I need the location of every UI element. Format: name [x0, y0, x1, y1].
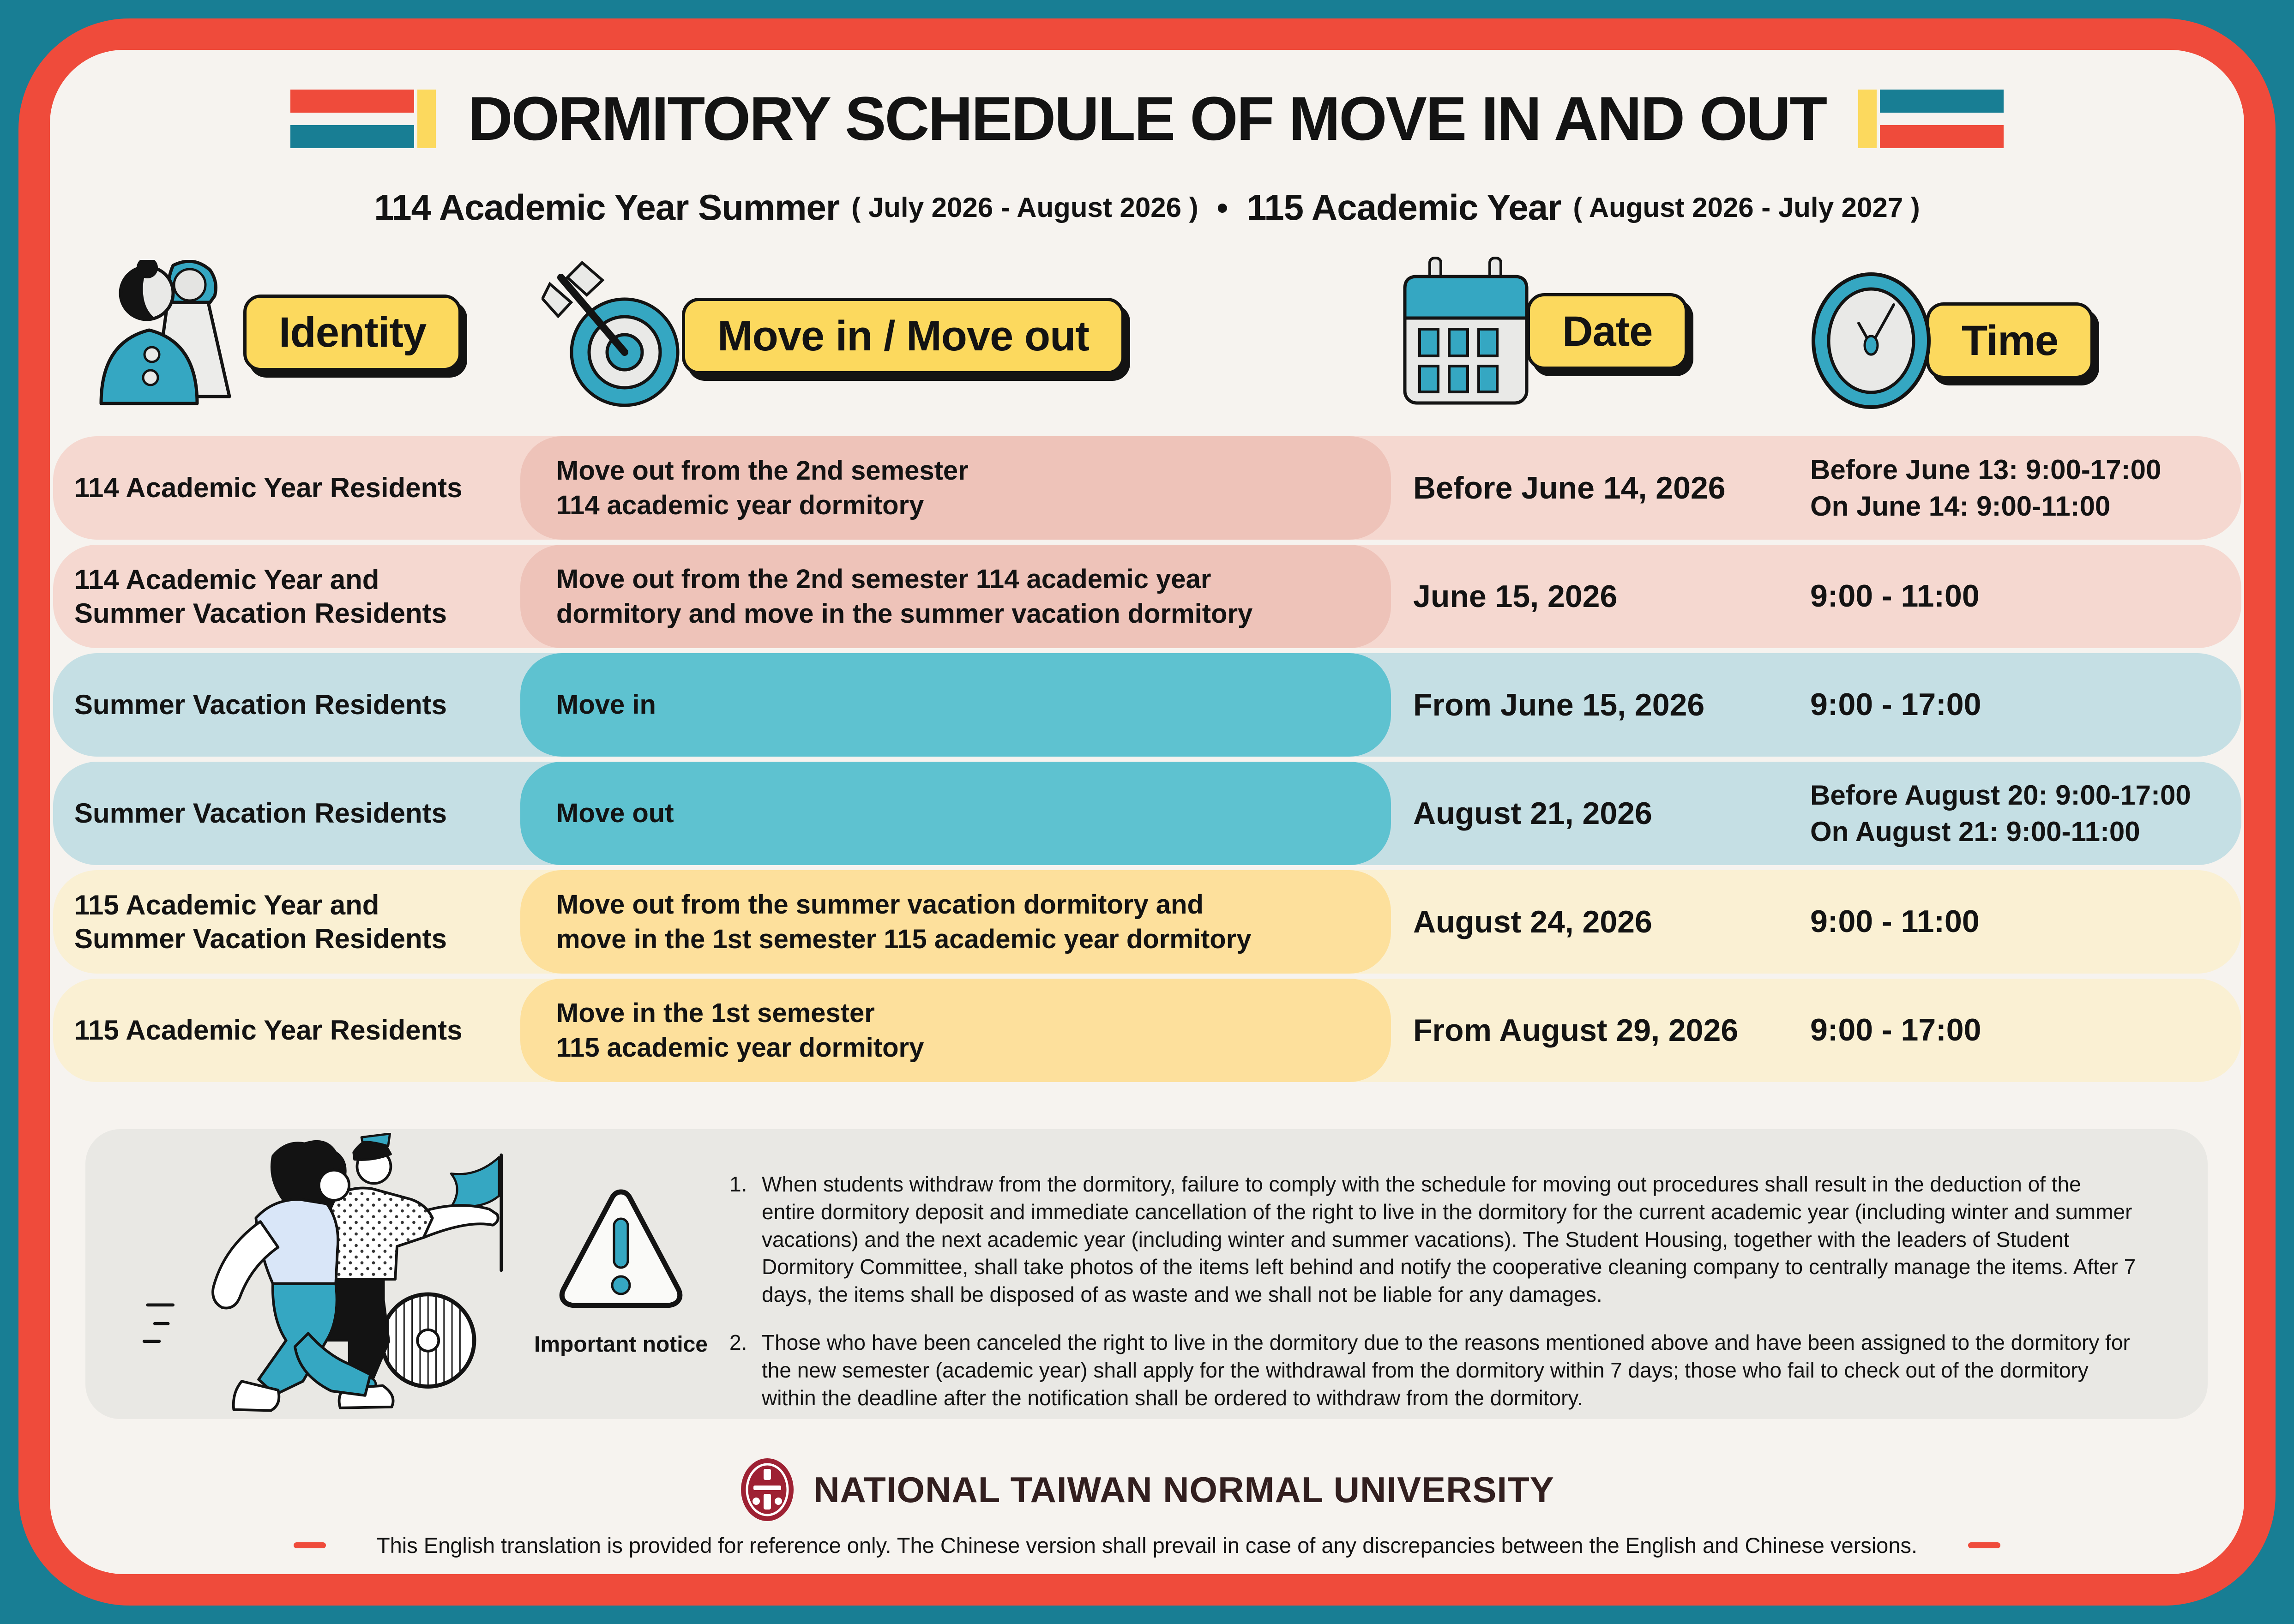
page-title: DORMITORY SCHEDULE OF MOVE IN AND OUT	[468, 84, 1826, 153]
row-action-line: Move out from the summer vacation dormitory and	[556, 889, 1204, 920]
people-illustration	[132, 1133, 547, 1417]
target-icon	[542, 260, 689, 412]
person-icon	[98, 260, 251, 405]
footer-dash-left	[294, 1542, 326, 1548]
flag-bar-yellow	[417, 90, 436, 148]
subtitle-term2: 115 Academic Year	[1246, 187, 1561, 228]
flag-bar-red	[1880, 125, 2004, 148]
row-action-line: dormitory and move in the summer vacation dormitory	[556, 599, 1253, 629]
title-decoration-right	[1858, 90, 2004, 148]
row-action-line: Move out	[556, 798, 674, 829]
row-action-line: Move in the 1st semester	[556, 998, 875, 1028]
row-identity	[74, 979, 513, 1082]
row-identity-line: 115 Academic Year Residents	[74, 1015, 463, 1046]
notice-item-text: Those who have been canceled the right to live in the dormitory due to the reasons mentioned above and have been assigned to the dormitory for the new semester (academic year) shall apply for the withdrawal from the dormitory within 7 days; those who fail to check out of the dormitory within the deadline after the notification shall be ordered to withdraw from the dormitory.	[762, 1330, 2130, 1410]
important-notice	[515, 1180, 727, 1357]
row-identity-line: 114 Academic Year and	[74, 564, 379, 595]
row-action	[520, 870, 1391, 974]
row-time-line: Before June 13: 9:00-17:00	[1810, 454, 2162, 485]
row-date: Before June 14, 2026	[1413, 470, 1726, 505]
notice-items	[729, 1171, 2138, 1412]
row-date: August 24, 2026	[1413, 904, 1652, 939]
footer	[50, 1533, 2244, 1558]
column-pill-identity	[243, 295, 462, 371]
row-action-line: move in the 1st semester 115 academic year dormitory	[556, 924, 1252, 954]
warning-icon	[552, 1180, 690, 1318]
flag-bar-teal	[290, 125, 414, 148]
footer-dash-right	[1968, 1542, 2000, 1548]
notice-item-number: 1.	[729, 1172, 747, 1196]
column-header-move	[542, 260, 1125, 412]
university-signature	[50, 1457, 2244, 1522]
row-action-line: 115 academic year dormitory	[556, 1033, 924, 1063]
clock-icon	[1809, 271, 1933, 410]
row-identity-line: 115 Academic Year and	[74, 889, 379, 920]
row-time	[1810, 762, 2228, 865]
column-header-date	[1400, 255, 1688, 408]
footer-disclaimer: This English translation is provided for reference only. The Chinese version shall prevail in case of any discrepancies between the English and Chinese versions.	[376, 1533, 1918, 1558]
row-action	[520, 436, 1391, 540]
row-action	[520, 545, 1391, 648]
column-pill-time	[1926, 302, 2094, 379]
table-row	[53, 545, 2241, 648]
table-row	[53, 653, 2241, 757]
row-action	[520, 653, 1391, 757]
flag-bar-red	[290, 90, 414, 113]
row-identity	[74, 545, 513, 648]
row-identity	[74, 436, 513, 540]
column-label: Time	[1962, 317, 2059, 364]
subtitle	[50, 186, 2244, 229]
university-name: NATIONAL TAIWAN NORMAL UNIVERSITY	[813, 1469, 1554, 1510]
column-pill-date	[1527, 293, 1688, 370]
flag-bar-yellow	[1858, 90, 1877, 148]
row-time-line: On August 21: 9:00-11:00	[1810, 816, 2140, 847]
row-time-line: Before August 20: 9:00-17:00	[1810, 779, 2191, 811]
notice-item	[729, 1329, 2138, 1412]
table-row	[53, 870, 2241, 974]
row-time	[1810, 436, 2228, 540]
row-identity-line: Summer Vacation Residents	[74, 689, 447, 721]
row-identity-line: Summer Vacation Residents	[74, 798, 447, 829]
row-identity-line: Summer Vacation Residents	[74, 923, 447, 954]
subtitle-term2-dates: ( August 2026 - July 2027 )	[1573, 192, 1920, 223]
row-time	[1810, 979, 2228, 1082]
table-row	[53, 762, 2241, 865]
column-label: Date	[1562, 307, 1653, 355]
title-decoration-left	[290, 90, 436, 148]
row-time-line: On June 14: 9:00-11:00	[1810, 491, 2111, 522]
column-label: Move in / Move out	[717, 312, 1089, 360]
row-time-line: 9:00 - 17:00	[1810, 1012, 1981, 1048]
row-action-line: 114 academic year dormitory	[556, 490, 924, 520]
schedule-table	[53, 436, 2241, 1087]
row-time-line: 9:00 - 11:00	[1810, 578, 1980, 614]
column-header-time	[1809, 271, 2094, 410]
notice-item-number: 2.	[729, 1330, 747, 1354]
title-row	[50, 70, 2244, 167]
row-date: June 15, 2026	[1413, 579, 1618, 614]
column-label: Identity	[279, 309, 427, 356]
row-action-line: Move in	[556, 690, 656, 720]
row-time-line: 9:00 - 11:00	[1810, 904, 1980, 939]
table-row	[53, 979, 2241, 1082]
row-identity-line: 114 Academic Year Residents	[74, 472, 463, 504]
row-date: August 21, 2026	[1413, 796, 1652, 831]
table-row	[53, 436, 2241, 540]
column-header-identity	[98, 260, 462, 405]
important-notice-label: Important notice	[534, 1332, 708, 1357]
flag-bar-teal	[1880, 90, 2004, 113]
row-action	[520, 762, 1391, 865]
row-action-line: Move out from the 2nd semester	[556, 455, 969, 486]
row-time-line: 9:00 - 17:00	[1810, 687, 1981, 722]
calendar-icon	[1400, 255, 1534, 408]
row-action-line: Move out from the 2nd semester 114 academic year	[556, 564, 1211, 594]
row-identity-line: Summer Vacation Residents	[74, 598, 447, 629]
row-identity	[74, 870, 513, 974]
notice-item-text: When students withdraw from the dormitory, failure to comply with the schedule for moving out procedures shall result in the deduction of the entire dormitory deposit and immediate cancellation of the right to live in the dormitory for the current academic year (including winter and summer vacations) and the next academic year (including winter and summer vacations). The Student Housing, together with the leaders of Student Dormitory Committee, shall take photos of the items left behind and notify the cooperative cleaning company to centrally manage the items. After 7 days, the items shall be disposed of as waste and we shall not be liable for any damages.	[762, 1172, 2136, 1307]
row-action	[520, 979, 1391, 1082]
row-identity	[74, 653, 513, 757]
row-date: From June 15, 2026	[1413, 687, 1705, 722]
important-notice-panel	[85, 1129, 2208, 1419]
subtitle-term1: 114 Academic Year Summer	[374, 187, 840, 228]
row-identity	[74, 762, 513, 865]
poster-content	[50, 50, 2244, 1574]
row-time	[1810, 870, 2228, 974]
row-time	[1810, 653, 2228, 757]
ntnu-seal-icon	[740, 1457, 795, 1522]
subtitle-separator: •	[1216, 189, 1228, 226]
subtitle-term1-dates: ( July 2026 - August 2026 )	[851, 192, 1198, 223]
row-time	[1810, 545, 2228, 648]
notice-item	[729, 1171, 2138, 1309]
column-pill-move	[682, 298, 1125, 374]
row-date: From August 29, 2026	[1413, 1013, 1739, 1048]
